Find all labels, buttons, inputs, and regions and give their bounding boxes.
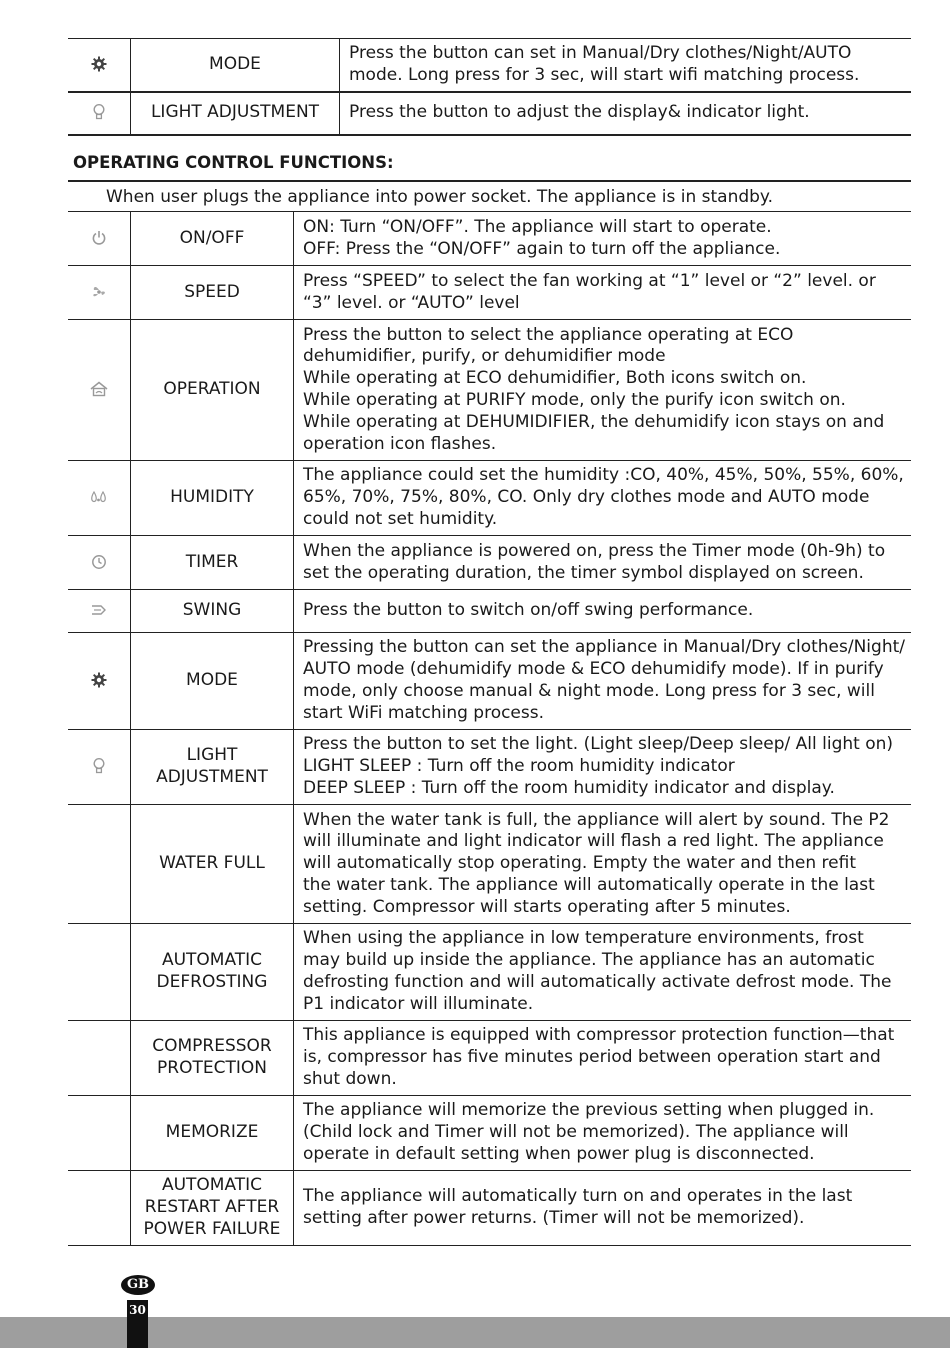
cell-line: setting after power returns. (Timer will not be memorized).: [303, 1208, 805, 1228]
bulb-icon: [92, 102, 106, 122]
table-row: [68, 1096, 911, 1171]
cell-line: Pressing the button can set the appliance in Manual/Dry clothes/Night/: [303, 637, 905, 658]
function-name: MODE: [131, 39, 340, 92]
cell-line: 65%, 70%, 75%, 80%, CO. Only dry clothes mode and AUTO mode: [303, 487, 870, 508]
cell-line: This appliance is equipped with compressor protection function—that: [303, 1025, 895, 1046]
cell-line: P1 indicator will illuminate.: [303, 993, 534, 1014]
function-name: [131, 212, 294, 266]
icon-cell: [68, 320, 131, 461]
cell-line: will illuminate and light indicator will flash a red light. The appliance: [303, 831, 884, 852]
icon-cell: [68, 1096, 131, 1171]
table-row: [68, 1021, 911, 1096]
power-icon: [91, 228, 107, 248]
cell-line: operation icon flashes.: [303, 433, 497, 454]
cell-line: AUTOMATIC: [161, 950, 263, 971]
function-description: [294, 461, 912, 536]
function-description: [294, 1021, 912, 1096]
cell-line: ON: Turn “ON/OFF”. The appliance will start to operate.: [303, 216, 772, 237]
cell-line: operate in default setting when power plug is disconnected.: [303, 1143, 815, 1164]
icon-cell: [68, 730, 131, 805]
gear-icon: [91, 670, 107, 690]
function-table-top: [68, 38, 911, 136]
cell-line: SWING: [182, 600, 242, 621]
cell-line: will automatically stop operating. Empty the water and then refit: [303, 853, 856, 874]
cell-line: (Child lock and Timer will not be memorized). The appliance will: [303, 1122, 849, 1143]
icon-cell: [68, 536, 131, 590]
function-description: [294, 212, 912, 266]
icon-cell: [68, 266, 131, 320]
standby-intro: When user plugs the appliance into power socket. The appliance is in standby.: [68, 180, 911, 211]
cell-line: MODE: [186, 670, 238, 691]
cell-line: While operating at DEHUMIDIFIER, the dehumidify icon stays on and: [303, 411, 885, 432]
function-name: [131, 590, 294, 633]
function-description: [294, 805, 912, 924]
table-row: [68, 924, 911, 1021]
cell-line: mode, only choose manual & night mode. Long press for 3 sec, will: [303, 681, 875, 701]
table-row: [68, 461, 911, 536]
function-description: [294, 730, 912, 805]
page-number: 30: [127, 1300, 148, 1348]
table-row: [68, 633, 911, 730]
function-name: [131, 536, 294, 590]
table-row: [68, 39, 911, 92]
cell-line: While operating at ECO dehumidifier, Both icons switch on.: [303, 368, 807, 389]
cell-line: TIMER: [185, 551, 239, 572]
cell-line: RESTART AFTER: [144, 1197, 280, 1218]
clock-icon: [91, 552, 107, 572]
cell-line: AUTO mode (dehumidify mode & ECO dehumidify mode). If in purify: [303, 659, 884, 680]
icon-cell: [68, 461, 131, 536]
cell-line: SPEED: [184, 281, 240, 302]
function-name: [131, 1021, 294, 1096]
function-name: [131, 320, 294, 461]
cell-line: DEFROSTING: [156, 972, 268, 992]
cell-line: mode. Long press for 3 sec, will start wifi matching process.: [349, 64, 860, 85]
cell-line: OFF: Press the “ON/OFF” again to turn off the appliance.: [303, 238, 781, 259]
swing-icon: [90, 600, 108, 620]
icon-cell: [68, 212, 131, 266]
icon-cell: [68, 924, 131, 1021]
house-icon: [89, 379, 109, 399]
cell-line: defrosting function and will automatically activate defrost mode. The: [303, 972, 892, 992]
cell-line: ON/OFF: [179, 227, 245, 248]
function-description: [294, 536, 912, 590]
cell-line: start WiFi matching process.: [303, 702, 545, 723]
cell-line: OPERATION: [163, 379, 261, 400]
function-description: [294, 633, 912, 730]
cell-line: could not set humidity.: [303, 508, 498, 529]
cell-line: DEEP SLEEP : Turn off the room humidity indicator and display.: [303, 777, 835, 798]
cell-line: The appliance could set the humidity :CO, 40%, 45%, 50%, 55%, 60%,: [303, 465, 904, 486]
function-name: [131, 924, 294, 1021]
operating-control-table: [68, 211, 911, 1246]
cell-line: LIGHT: [186, 745, 238, 766]
language-badge: GB: [121, 1275, 155, 1295]
icon-cell: [68, 805, 131, 924]
function-name: [131, 730, 294, 805]
table-row: [68, 320, 911, 461]
function-description: [294, 320, 912, 461]
function-name: [131, 266, 294, 320]
cell-line: set the operating duration, the timer symbol displayed on screen.: [303, 562, 864, 583]
cell-line: Press the button to switch on/off swing performance.: [303, 600, 754, 621]
function-description: [340, 92, 912, 135]
cell-line: Press the button can set in Manual/Dry clothes/Night/AUTO: [349, 42, 852, 63]
cell-line: While operating at PURIFY mode, only the purify icon switch on.: [303, 390, 846, 410]
cell-line: MEMORIZE: [165, 1122, 259, 1143]
function-name: [131, 633, 294, 730]
cell-line: COMPRESSOR: [152, 1036, 272, 1057]
function-name: [131, 1171, 294, 1246]
cell-line: Press the button to adjust the display& indicator light.: [349, 102, 810, 123]
bulb-icon: [92, 756, 106, 776]
icon-cell: [68, 92, 131, 135]
cell-line: LIGHT SLEEP : Turn off the room humidity indicator: [303, 756, 735, 777]
cell-line: Press “SPEED” to select the fan working at “1” level or “2” level. or: [303, 270, 876, 291]
icon-cell: [68, 39, 131, 92]
cell-line: Press the button to set the light. (Light sleep/Deep sleep/ All light on): [303, 734, 894, 755]
cell-line: AUTOMATIC: [161, 1175, 263, 1196]
cell-line: The appliance will automatically turn on and operates in the last: [303, 1186, 853, 1207]
icon-cell: [68, 633, 131, 730]
table-row: [68, 536, 911, 590]
cell-line: When the water tank is full, the appliance will alert by sound. The P2: [303, 809, 890, 830]
fan-icon: [90, 282, 108, 302]
cell-line: The appliance will memorize the previous setting when plugged in.: [303, 1100, 875, 1121]
cell-line: WATER FULL: [159, 853, 265, 874]
icon-cell: [68, 1171, 131, 1246]
gear-icon: [91, 54, 107, 74]
function-description: [294, 1096, 912, 1171]
cell-line: dehumidifier, purify, or dehumidifier mode: [303, 346, 666, 367]
function-description: [340, 39, 912, 92]
cell-line: the water tank. The appliance will automatically operate in the last: [303, 874, 875, 895]
cell-line: Press the button to select the appliance operating at ECO: [303, 324, 794, 345]
table-row: [68, 730, 911, 805]
table-row: [68, 1171, 911, 1246]
cell-line: HUMIDITY: [170, 487, 254, 508]
section-title: OPERATING CONTROL FUNCTIONS:: [73, 153, 394, 172]
cell-line: is, compressor has five minutes period between operation start and: [303, 1047, 881, 1068]
cell-line: may build up inside the appliance. The appliance has an automatic: [303, 950, 875, 971]
cell-line: POWER FAILURE: [143, 1218, 281, 1239]
function-description: [294, 1171, 912, 1246]
cell-line: shut down.: [303, 1068, 397, 1089]
icon-cell: [68, 1021, 131, 1096]
droplets-icon: [89, 487, 109, 507]
function-description: [294, 924, 912, 1021]
function-name: [131, 805, 294, 924]
table-row: [68, 92, 911, 135]
icon-cell: [68, 590, 131, 633]
function-name: LIGHT ADJUSTMENT: [131, 92, 340, 135]
table-row: [68, 266, 911, 320]
function-name: [131, 461, 294, 536]
table-row: [68, 590, 911, 633]
function-description: [294, 590, 912, 633]
table-row: [68, 805, 911, 924]
cell-line: PROTECTION: [157, 1058, 267, 1078]
table-row: [68, 212, 911, 266]
function-description: [294, 266, 912, 320]
cell-line: When using the appliance in low temperature environments, frost: [303, 928, 864, 949]
cell-line: ADJUSTMENT: [156, 767, 268, 787]
cell-line: When the appliance is powered on, press the Timer mode (0h-9h) to: [303, 540, 886, 561]
cell-line: “3” level. or “AUTO” level: [303, 292, 520, 313]
function-name: [131, 1096, 294, 1171]
cell-line: setting. Compressor will starts operating after 5 minutes.: [303, 896, 791, 917]
